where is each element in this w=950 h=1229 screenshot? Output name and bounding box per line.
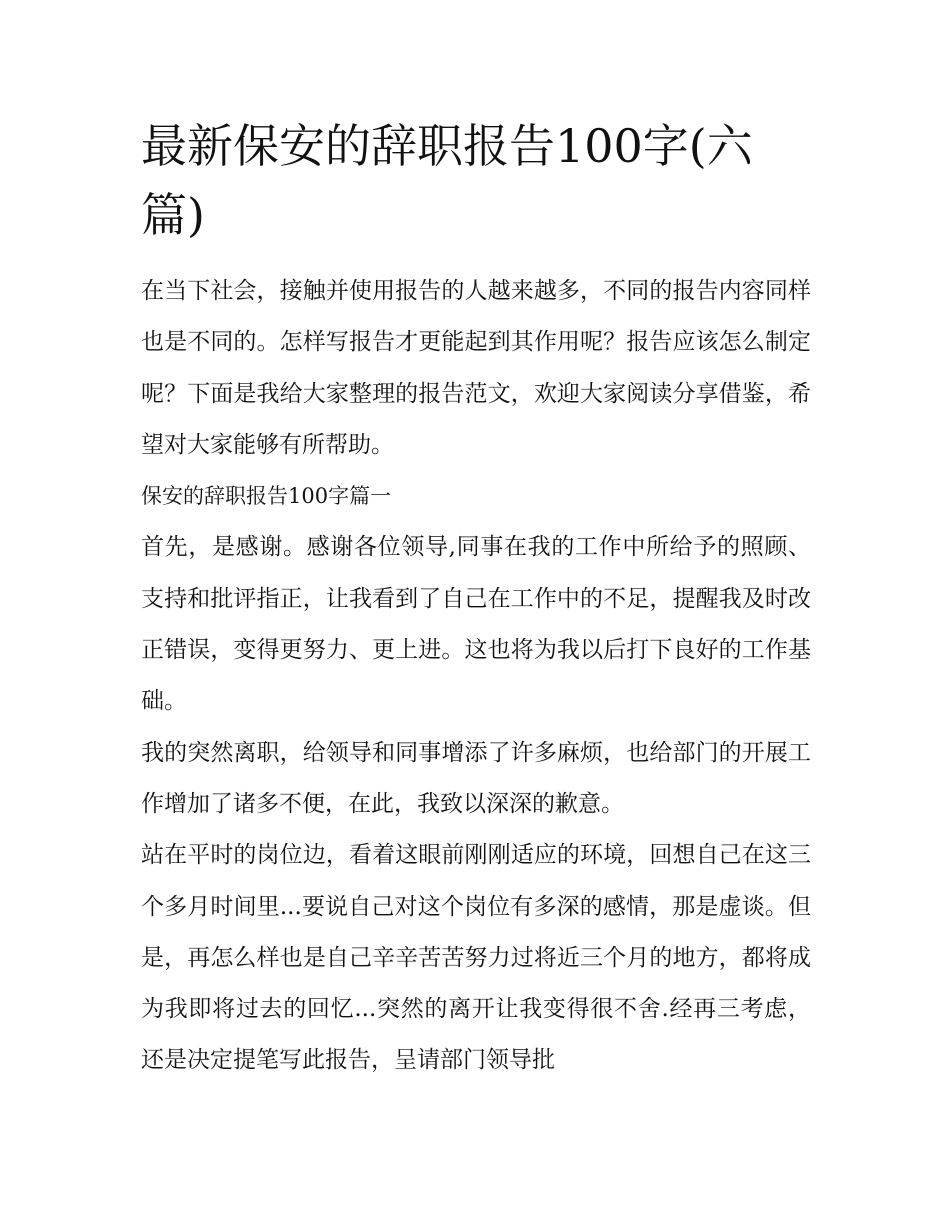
intro-paragraph: 在当下社会，接触并使用报告的人越来越多，不同的报告内容同样也是不同的。怎样写报告才更能起到其作用呢？报告应该怎么制定呢？下面是我给大家整理的报告范文，欢迎大家阅读分享借鉴，希望对大家能够有所帮助。 xyxy=(141,278,811,458)
document-title: 最新保安的辞职报告100字(六篇) xyxy=(141,119,753,242)
body-paragraph-3: 站在平时的岗位边，看着这眼前刚刚适应的环境，回想自己在这三个多月时间里...要说自己对这个岗位有多深的感情，那是虚谈。但是，再怎么样也是自己辛辛苦苦努力过将近三个月的地方，都将成为我即将过去的回忆...突然的离开让我变得很不舍.经再三考虑，还是决定提笔写此报告，呈请部门领导批 xyxy=(141,842,811,1074)
document-body xyxy=(141,112,811,1087)
body-paragraph-2: 我的突然离职，给领导和同事增添了许多麻烦，也给部门的开展工作增加了诸多不便，在此，我致以深深的歉意。 xyxy=(141,739,811,817)
section-heading: 保安的辞职报告100字篇一 xyxy=(141,484,392,509)
body-paragraph-1: 首先，是感谢。感谢各位领导,同事在我的工作中所给予的照顾、支持和批评指正，让我看到了自己在工作中的不足，提醒我及时改正错误，变得更努力、更上进。这也将为我以后打下良好的工作基础。 xyxy=(141,534,811,715)
